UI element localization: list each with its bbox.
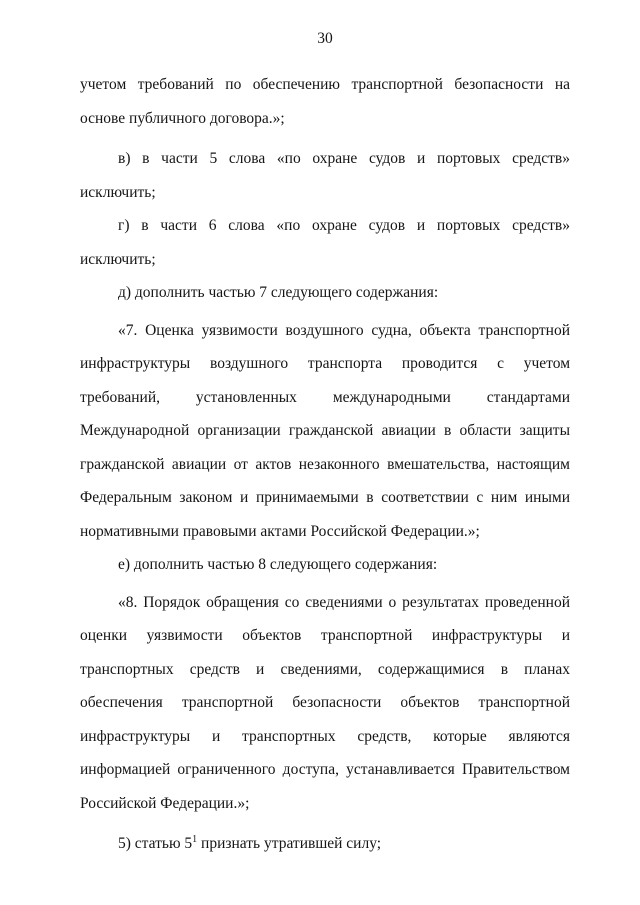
paragraph-continuation: учетом требований по обеспечению транспортной безопасности на основе публичного договора.»; bbox=[80, 76, 570, 127]
page-number: 30 bbox=[317, 30, 333, 47]
paragraph-item-v: в) в части 5 слова «по охране судов и портовых средств» исключить; bbox=[80, 150, 570, 201]
paragraph-item-d: д) дополнить частью 7 следующего содержания: bbox=[118, 284, 439, 301]
paragraph-item-5 bbox=[80, 827, 570, 861]
paragraph-item-5-prefix: 5) статью 5 bbox=[118, 835, 193, 852]
paragraph-part-7: «7. Оценка уязвимости воздушного судна, объекта транспортной инфраструктуры воздушного транспорта проводится с учетом требований, установленных международными стандартами Международной организации гражданской авиации в области защиты гражданской авиации от актов незаконного вмешательства, настоящим Федеральным законом и принимаемыми в соответствии с ним иными нормативными правовыми актами Российской Федерации.»; bbox=[80, 321, 570, 540]
paragraph-part-8: «8. Порядок обращения со сведениями о результатах проведенной оценки уязвимости объектов транспортной инфраструктуры и транспортных средств и сведениями, содержащимися в планах обеспечения транспортной безопасности объектов транспортной инфраструктуры и транспортных средств, которые являются информацией ограниченного доступа, устанавливается Правительством Российской Федерации.»; bbox=[80, 593, 570, 812]
paragraph-item-g: г) в части 6 слова «по охране судов и портовых средств» исключить; bbox=[80, 217, 570, 268]
paragraph-item-5-suffix: признать утратившей силу; bbox=[197, 835, 382, 852]
paragraph-item-5-superscript: 1 bbox=[192, 833, 198, 845]
document-body bbox=[80, 68, 570, 861]
paragraph-item-e: е) дополнить частью 8 следующего содержания: bbox=[118, 556, 438, 573]
